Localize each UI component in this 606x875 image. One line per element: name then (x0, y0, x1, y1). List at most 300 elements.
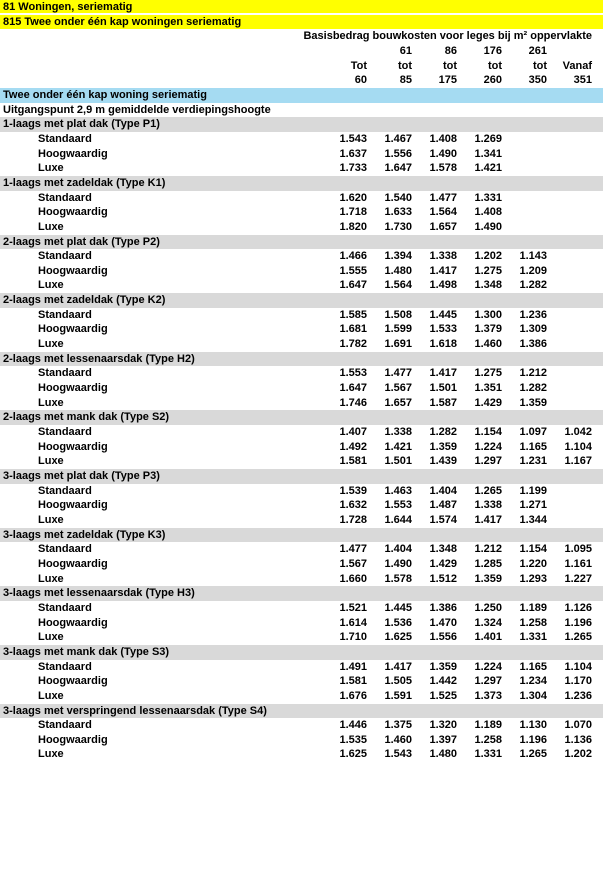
value-cell: 1.417 (474, 513, 502, 526)
value-cell (547, 308, 592, 323)
value-cell: 1.536 (384, 616, 412, 629)
value-cell: 1.338 (429, 250, 457, 263)
value-cell: 1.359 (519, 396, 547, 409)
value-cell: 1.445 (384, 601, 412, 614)
value-cell: 1.212 (474, 543, 502, 556)
value-cell: 1.505 (384, 675, 412, 688)
column-header-cell: 85 (399, 74, 412, 87)
value-cell: 1.359 (429, 440, 457, 453)
value-cell: 1.477 (384, 367, 412, 380)
value-cell: 1.429 (429, 557, 457, 570)
value-cell: 1.490 (429, 147, 457, 160)
value-cell: 1.348 (474, 279, 502, 292)
data-row (0, 249, 603, 264)
value-cell: 1.574 (429, 513, 457, 526)
value-cell: 1.647 (339, 382, 367, 395)
value-cell: 1.578 (384, 572, 412, 585)
value-cell: 1.599 (384, 323, 412, 336)
value-cell: 1.553 (384, 499, 412, 512)
value-cell (547, 161, 592, 176)
value-cell: 1.614 (339, 616, 367, 629)
value-cell: 1.375 (384, 719, 412, 732)
column-header-cell: Tot (350, 59, 367, 72)
value-cell (547, 205, 592, 220)
quality-level-label: Standaard (38, 660, 92, 673)
value-cell: 1.070 (564, 719, 592, 732)
value-cell: 1.564 (384, 279, 412, 292)
value-cell: 1.492 (339, 440, 367, 453)
value-cell: 1.466 (339, 250, 367, 263)
value-cell: 1.282 (429, 426, 457, 439)
value-cell: 1.618 (429, 338, 457, 351)
quality-level-label: Hoogwaardig (38, 264, 108, 277)
column-header-cell: 175 (438, 74, 457, 87)
data-row (0, 616, 603, 631)
title-line-815 (0, 15, 603, 30)
data-row (0, 220, 603, 235)
section-header-row (0, 117, 603, 132)
value-cell: 1.820 (339, 220, 367, 233)
data-row (0, 513, 603, 528)
value-cell: 1.189 (519, 601, 547, 614)
value-cell: 1.271 (519, 499, 547, 512)
value-cell: 1.581 (339, 675, 367, 688)
section-header-row (0, 235, 603, 250)
value-cell: 1.338 (384, 426, 412, 439)
category-band-text: Twee onder één kap woning seriematig (3, 88, 207, 101)
value-cell: 1.373 (474, 689, 502, 702)
value-cell: 1.555 (339, 264, 367, 277)
column-header-row-ranges-from (0, 44, 603, 59)
section-title: 3-laags met zadeldak (Type K3) (3, 528, 166, 541)
value-cell: 1.746 (339, 396, 367, 409)
value-cell: 1.477 (339, 543, 367, 556)
value-cell: 1.224 (474, 660, 502, 673)
value-cell: 1.397 (429, 733, 457, 746)
value-cell: 1.293 (519, 572, 547, 585)
quality-level-label: Luxe (38, 396, 64, 409)
data-row (0, 440, 603, 455)
value-cell: 1.442 (429, 675, 457, 688)
value-cell: 1.540 (384, 191, 412, 204)
value-cell: 1.525 (429, 689, 457, 702)
value-cell: 1.309 (519, 323, 547, 336)
value-cell: 1.633 (384, 206, 412, 219)
sections-container (0, 117, 603, 762)
value-cell: 1.625 (339, 748, 367, 761)
section-title: 2-laags met lessenaarsdak (Type H2) (3, 352, 195, 365)
value-cell: 1.300 (474, 308, 502, 321)
note-row (0, 103, 603, 118)
value-cell: 1.404 (429, 484, 457, 497)
data-row (0, 132, 603, 147)
value-cell: 1.275 (474, 367, 502, 380)
value-cell (547, 249, 592, 264)
value-cell: 1.718 (339, 206, 367, 219)
value-cell (547, 220, 592, 235)
column-header-spacer (0, 73, 322, 88)
value-cell: 1.161 (564, 557, 592, 570)
value-cell: 1.224 (474, 440, 502, 453)
value-cell: 1.265 (564, 631, 592, 644)
title-line-81 (0, 0, 603, 15)
value-cell: 1.202 (564, 748, 592, 761)
quality-level-label: Standaard (38, 601, 92, 614)
value-cell (547, 337, 592, 352)
title-line-81-text: 81 Woningen, seriematig (3, 1, 133, 13)
quality-level-label: Hoogwaardig (38, 733, 108, 746)
value-cell: 1.227 (564, 572, 592, 585)
section-header-row (0, 293, 603, 308)
column-header-cell: tot (532, 59, 547, 72)
data-row (0, 498, 603, 513)
value-cell: 1.165 (519, 660, 547, 673)
data-row (0, 308, 603, 323)
value-cell: 1.681 (339, 323, 367, 336)
quality-level-label: Luxe (38, 572, 64, 585)
data-row (0, 322, 603, 337)
value-cell: 1.620 (339, 191, 367, 204)
quality-level-label: Hoogwaardig (38, 499, 108, 512)
column-header-cell: 86 (444, 44, 457, 57)
value-cell: 1.236 (519, 308, 547, 321)
quality-level-label: Standaard (38, 250, 92, 263)
value-cell: 1.487 (429, 499, 457, 512)
quality-level-label: Luxe (38, 162, 64, 175)
value-cell (547, 498, 592, 513)
quality-level-label: Hoogwaardig (38, 616, 108, 629)
value-cell: 1.338 (474, 499, 502, 512)
value-cell: 1.154 (519, 543, 547, 556)
column-header-cell: 60 (354, 74, 367, 87)
quality-level-label: Standaard (38, 132, 92, 145)
section-title: 3-laags met mank dak (Type S3) (3, 645, 170, 658)
value-cell: 1.265 (519, 748, 547, 761)
column-header-cell: Vanaf (562, 59, 592, 72)
value-cell: 1.463 (384, 484, 412, 497)
data-row (0, 264, 603, 279)
quality-level-label: Standaard (38, 308, 92, 321)
quality-level-label: Luxe (38, 338, 64, 351)
value-cell: 1.269 (474, 132, 502, 145)
data-row (0, 747, 603, 762)
quality-level-label: Hoogwaardig (38, 440, 108, 453)
value-cell: 1.189 (474, 719, 502, 732)
value-cell: 1.297 (474, 455, 502, 468)
value-cell: 1.320 (429, 719, 457, 732)
value-cell: 1.407 (339, 426, 367, 439)
value-cell: 1.625 (384, 631, 412, 644)
table-title-row (0, 29, 603, 44)
value-cell: 1.165 (519, 440, 547, 453)
value-cell (547, 484, 592, 499)
column-header-row-tot (0, 59, 603, 74)
quality-level-label: Hoogwaardig (38, 557, 108, 570)
value-cell: 1.581 (339, 455, 367, 468)
value-cell: 1.543 (384, 748, 412, 761)
data-row (0, 425, 603, 440)
value-cell: 1.212 (519, 367, 547, 380)
value-cell: 1.275 (474, 264, 502, 277)
value-cell: 1.480 (384, 264, 412, 277)
value-cell (547, 322, 592, 337)
value-cell: 1.104 (564, 660, 592, 673)
data-row (0, 191, 603, 206)
value-cell: 1.567 (339, 557, 367, 570)
value-cell (547, 366, 592, 381)
data-row (0, 205, 603, 220)
value-cell: 1.359 (429, 660, 457, 673)
column-header-spacer (0, 44, 322, 59)
column-header-cell: 176 (483, 44, 502, 57)
section-header-row (0, 352, 603, 367)
value-cell: 1.097 (519, 426, 547, 439)
value-cell: 1.231 (519, 455, 547, 468)
value-cell: 1.491 (339, 660, 367, 673)
value-cell (547, 191, 592, 206)
value-cell: 1.585 (339, 308, 367, 321)
value-cell: 1.209 (519, 264, 547, 277)
value-cell: 1.126 (564, 601, 592, 614)
value-cell: 1.095 (564, 543, 592, 556)
value-cell: 1.282 (519, 382, 547, 395)
value-cell: 1.556 (429, 631, 457, 644)
value-cell: 1.341 (474, 147, 502, 160)
value-cell: 1.344 (519, 513, 547, 526)
value-cell: 1.408 (474, 206, 502, 219)
value-cell: 1.250 (474, 601, 502, 614)
section-header-row (0, 410, 603, 425)
value-cell: 1.470 (429, 616, 457, 629)
value-cell: 1.401 (474, 631, 502, 644)
category-band (0, 88, 603, 103)
value-cell: 1.331 (519, 631, 547, 644)
column-header-cell: tot (397, 59, 412, 72)
value-cell: 1.691 (384, 338, 412, 351)
value-cell: 1.501 (384, 455, 412, 468)
value-cell: 1.521 (339, 601, 367, 614)
data-row (0, 689, 603, 704)
value-cell (547, 381, 592, 396)
value-cell: 1.143 (519, 250, 547, 263)
quality-level-label: Luxe (38, 220, 64, 233)
value-cell: 1.490 (384, 557, 412, 570)
value-cell: 1.130 (519, 719, 547, 732)
value-cell (502, 161, 547, 176)
value-cell: 1.782 (339, 338, 367, 351)
value-cell: 1.220 (519, 557, 547, 570)
value-cell: 1.408 (429, 132, 457, 145)
data-row (0, 733, 603, 748)
data-row (0, 337, 603, 352)
data-row (0, 660, 603, 675)
value-cell (547, 264, 592, 279)
value-cell: 1.446 (339, 719, 367, 732)
value-cell: 1.637 (339, 147, 367, 160)
quality-level-label: Standaard (38, 191, 92, 204)
section-header-row (0, 176, 603, 191)
value-cell: 1.587 (429, 396, 457, 409)
value-cell: 1.490 (474, 220, 502, 233)
value-cell: 1.199 (519, 484, 547, 497)
value-cell: 1.379 (474, 323, 502, 336)
value-cell: 1.660 (339, 572, 367, 585)
value-cell: 1.508 (384, 308, 412, 321)
value-cell: 1.234 (519, 675, 547, 688)
value-cell (502, 132, 547, 147)
section-header-row (0, 469, 603, 484)
quality-level-label: Luxe (38, 689, 64, 702)
value-cell: 1.564 (429, 206, 457, 219)
value-cell: 1.710 (339, 631, 367, 644)
value-cell: 1.170 (564, 675, 592, 688)
data-row (0, 484, 603, 499)
section-header-row (0, 586, 603, 601)
value-cell: 1.404 (384, 543, 412, 556)
column-header-cell: 351 (573, 74, 592, 87)
quality-level-label: Hoogwaardig (38, 675, 108, 688)
title-line-815-text: 815 Twee onder één kap woningen seriematig (3, 15, 242, 28)
value-cell: 1.386 (429, 601, 457, 614)
quality-level-label: Hoogwaardig (38, 206, 108, 219)
value-cell: 1.324 (474, 616, 502, 629)
value-cell: 1.386 (519, 338, 547, 351)
note-text: Uitgangspunt 2,9 m gemiddelde verdiepingshoogte (3, 103, 271, 116)
data-row (0, 454, 603, 469)
value-cell (502, 147, 547, 162)
data-row (0, 147, 603, 162)
value-cell: 1.297 (474, 675, 502, 688)
section-header-row (0, 528, 603, 543)
column-header-cell: tot (442, 59, 457, 72)
value-cell: 1.282 (519, 279, 547, 292)
quality-level-label: Luxe (38, 631, 64, 644)
value-cell: 1.730 (384, 220, 412, 233)
value-cell: 1.351 (474, 382, 502, 395)
section-title: 2-laags met zadeldak (Type K2) (3, 294, 166, 307)
data-row (0, 542, 603, 557)
value-cell (502, 191, 547, 206)
column-header-row-ranges-to (0, 73, 603, 88)
column-header-spacer (0, 59, 322, 74)
value-cell: 1.477 (429, 191, 457, 204)
value-cell: 1.728 (339, 513, 367, 526)
column-header-cell: 261 (528, 44, 547, 57)
column-header-cell: 350 (528, 74, 547, 87)
value-cell: 1.543 (339, 132, 367, 145)
value-cell: 1.512 (429, 572, 457, 585)
value-cell: 1.429 (474, 396, 502, 409)
value-cell: 1.632 (339, 499, 367, 512)
data-row (0, 572, 603, 587)
value-cell: 1.421 (384, 440, 412, 453)
value-cell (547, 513, 592, 528)
value-cell: 1.480 (429, 748, 457, 761)
quality-level-label: Luxe (38, 279, 64, 292)
section-header-row (0, 704, 603, 719)
value-cell (547, 147, 592, 162)
value-cell: 1.236 (564, 689, 592, 702)
value-cell: 1.154 (474, 426, 502, 439)
value-cell: 1.196 (519, 733, 547, 746)
data-row (0, 396, 603, 411)
value-cell: 1.136 (564, 733, 592, 746)
data-row (0, 161, 603, 176)
section-title: 2-laags met mank dak (Type S2) (3, 411, 170, 424)
value-cell: 1.439 (429, 455, 457, 468)
column-headers (0, 44, 603, 88)
value-cell: 1.657 (429, 220, 457, 233)
quality-level-label: Standaard (38, 543, 92, 556)
data-row (0, 718, 603, 733)
value-cell: 1.567 (384, 382, 412, 395)
column-header-cell: tot (487, 59, 502, 72)
column-header-cell: 260 (483, 74, 502, 87)
value-cell (547, 278, 592, 293)
value-cell: 1.196 (564, 616, 592, 629)
quality-level-label: Standaard (38, 426, 92, 439)
data-row (0, 366, 603, 381)
value-cell: 1.676 (339, 689, 367, 702)
value-cell: 1.304 (519, 689, 547, 702)
quality-level-label: Standaard (38, 719, 92, 732)
value-cell: 1.258 (519, 616, 547, 629)
section-title: 1-laags met zadeldak (Type K1) (3, 176, 166, 189)
value-cell: 1.421 (474, 162, 502, 175)
value-cell: 1.535 (339, 733, 367, 746)
quality-level-label: Hoogwaardig (38, 323, 108, 336)
column-header-cell (322, 44, 367, 59)
value-cell: 1.467 (384, 132, 412, 145)
value-cell: 1.285 (474, 557, 502, 570)
value-cell: 1.417 (384, 660, 412, 673)
value-cell: 1.460 (384, 733, 412, 746)
section-title: 3-laags met verspringend lessenaarsdak (Type S4) (3, 704, 267, 717)
table-title: Basisbedrag bouwkosten voor leges bij m² oppervlakte (303, 30, 592, 43)
value-cell: 1.498 (429, 279, 457, 292)
section-title: 3-laags met lessenaarsdak (Type H3) (3, 587, 195, 600)
value-cell (502, 205, 547, 220)
value-cell: 1.331 (474, 748, 502, 761)
value-cell: 1.445 (429, 308, 457, 321)
value-cell: 1.733 (339, 162, 367, 175)
column-header-cell: 61 (399, 44, 412, 57)
section-title: 1-laags met plat dak (Type P1) (3, 118, 160, 131)
section-title: 3-laags met plat dak (Type P3) (3, 470, 160, 482)
quality-level-label: Luxe (38, 455, 64, 468)
data-row (0, 381, 603, 396)
value-cell (547, 132, 592, 147)
value-cell: 1.647 (384, 162, 412, 175)
value-cell: 1.265 (474, 484, 502, 497)
value-cell: 1.657 (384, 396, 412, 409)
data-row (0, 674, 603, 689)
value-cell: 1.331 (474, 191, 502, 204)
value-cell: 1.533 (429, 323, 457, 336)
value-cell: 1.359 (474, 572, 502, 585)
value-cell: 1.501 (429, 382, 457, 395)
section-title: 2-laags met plat dak (Type P2) (3, 235, 160, 248)
column-header-cell (547, 44, 592, 59)
value-cell: 1.042 (564, 426, 592, 439)
value-cell: 1.556 (384, 147, 412, 160)
data-row (0, 557, 603, 572)
value-cell: 1.167 (564, 455, 592, 468)
value-cell: 1.348 (429, 543, 457, 556)
value-cell: 1.591 (384, 689, 412, 702)
value-cell: 1.644 (384, 513, 412, 526)
value-cell: 1.647 (339, 279, 367, 292)
